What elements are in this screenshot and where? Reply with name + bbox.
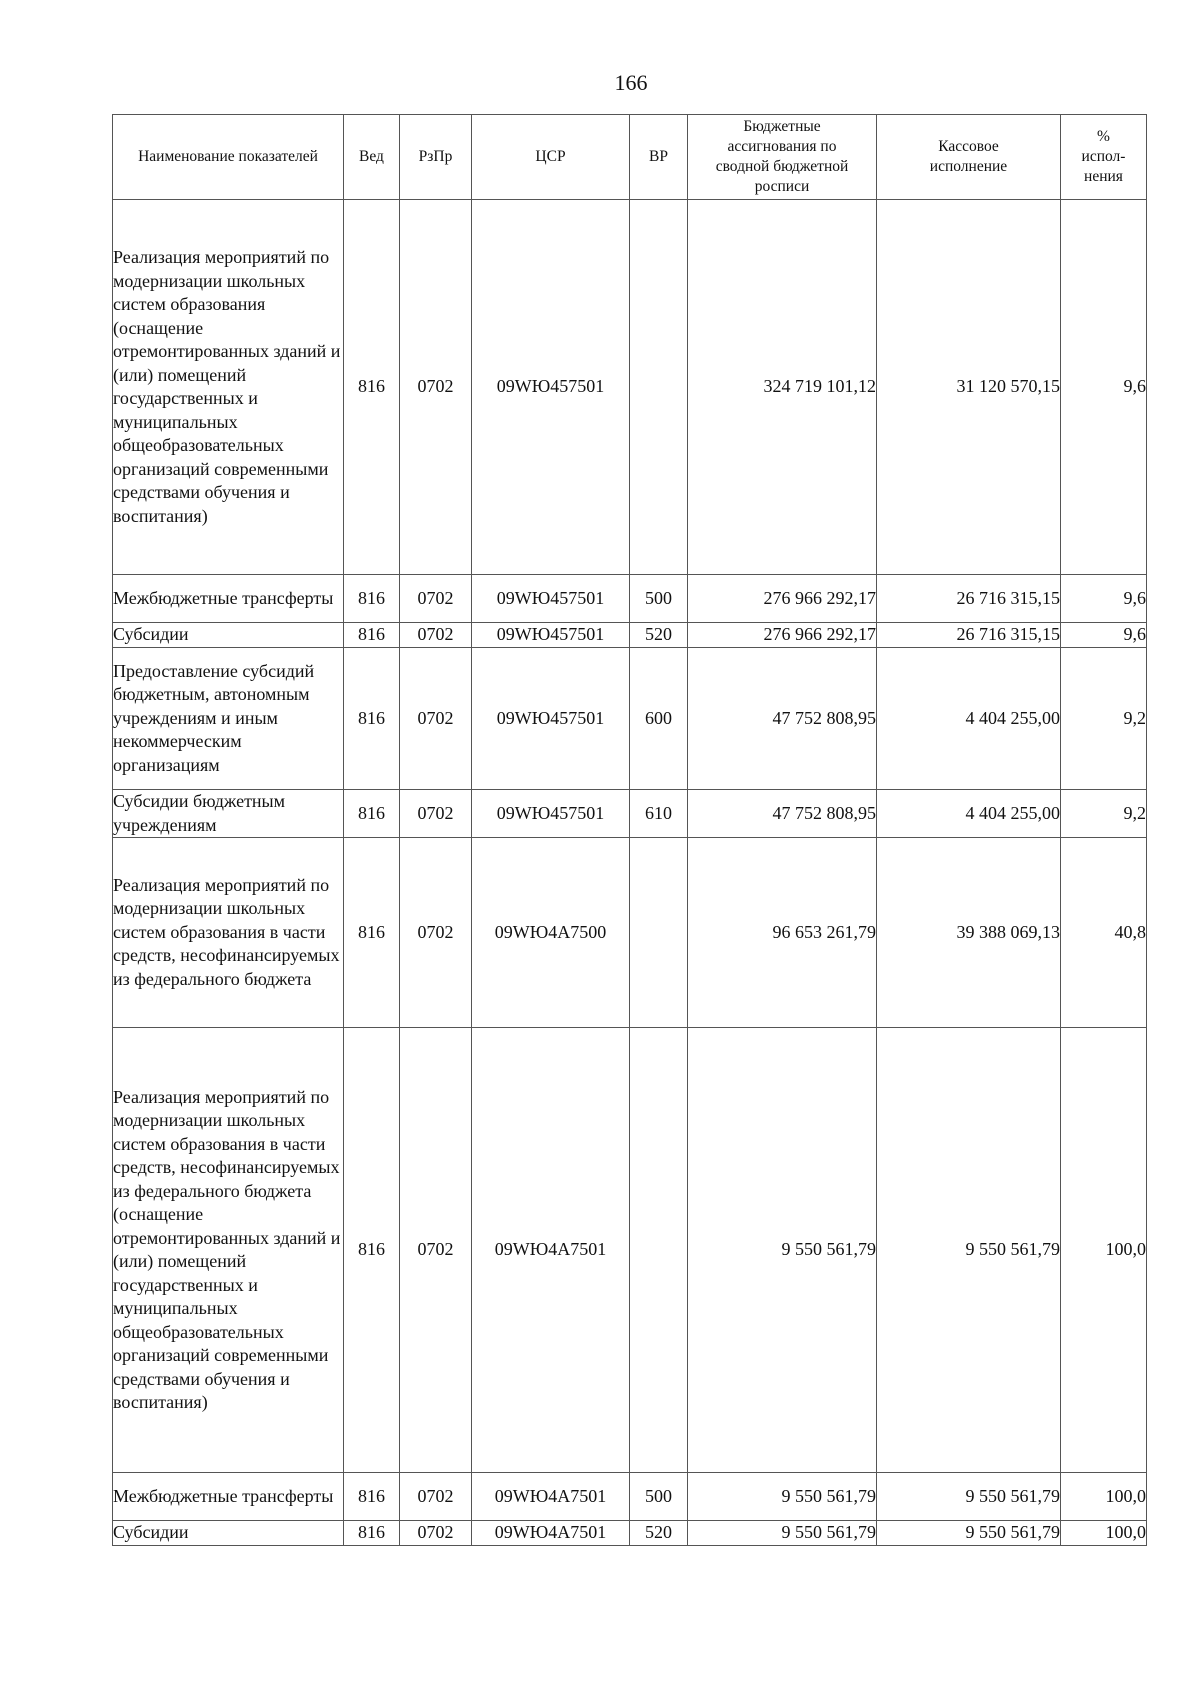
row-name: Субсидии bbox=[113, 1521, 344, 1546]
row-percent: 9,6 bbox=[1061, 200, 1147, 575]
row-ved: 816 bbox=[344, 1521, 400, 1546]
table-row bbox=[113, 1521, 1147, 1546]
row-name: Межбюджетные трансферты bbox=[113, 1473, 344, 1521]
column-header-name: Наименование показателей bbox=[113, 115, 344, 200]
row-percent: 100,0 bbox=[1061, 1521, 1147, 1546]
column-header-rzpr: РзПр bbox=[400, 115, 472, 200]
row-csr: 09WЮ4А7500 bbox=[472, 838, 630, 1028]
column-header-csr: ЦСР bbox=[472, 115, 630, 200]
row-budget: 9 550 561,79 bbox=[688, 1028, 877, 1473]
row-rzpr: 0702 bbox=[400, 1521, 472, 1546]
row-ved: 816 bbox=[344, 200, 400, 575]
row-percent: 9,6 bbox=[1061, 623, 1147, 648]
page-number: 166 bbox=[614, 70, 648, 95]
row-csr: 09WЮ457501 bbox=[472, 575, 630, 623]
table-row bbox=[113, 838, 1147, 1028]
row-vr bbox=[630, 1028, 688, 1473]
row-rzpr: 0702 bbox=[400, 575, 472, 623]
row-ved: 816 bbox=[344, 790, 400, 838]
row-name: Реализация мероприятий по модернизации школьных систем образования в части средств, несофинансируемых из федерального бюджета (оснащение отремонтированных зданий и (или) помещений государственных и муниципальных общеобразовательных организаций современными средствами обучения и воспитания) bbox=[113, 1028, 344, 1473]
row-vr: 610 bbox=[630, 790, 688, 838]
row-csr: 09WЮ457501 bbox=[472, 200, 630, 575]
row-ved: 816 bbox=[344, 1473, 400, 1521]
table-row bbox=[113, 1028, 1147, 1473]
row-percent: 100,0 bbox=[1061, 1473, 1147, 1521]
table-row bbox=[113, 623, 1147, 648]
row-csr: 09WЮ457501 bbox=[472, 790, 630, 838]
row-budget: 276 966 292,17 bbox=[688, 623, 877, 648]
row-vr: 520 bbox=[630, 623, 688, 648]
row-name: Предоставление субсидий бюджетным, автономным учреждениям и иным некоммерческим организациям bbox=[113, 648, 344, 790]
row-budget: 276 966 292,17 bbox=[688, 575, 877, 623]
row-percent: 9,2 bbox=[1061, 648, 1147, 790]
row-budget: 9 550 561,79 bbox=[688, 1473, 877, 1521]
row-rzpr: 0702 bbox=[400, 838, 472, 1028]
table-row bbox=[113, 790, 1147, 838]
row-vr bbox=[630, 838, 688, 1028]
row-csr: 09WЮ457501 bbox=[472, 623, 630, 648]
column-header-percent: % испол-нения bbox=[1061, 115, 1147, 200]
row-vr bbox=[630, 200, 688, 575]
row-percent: 9,6 bbox=[1061, 575, 1147, 623]
table-header-row bbox=[113, 115, 1147, 200]
column-header-budget: Бюджетные ассигнования по сводной бюджетной росписи bbox=[688, 115, 877, 200]
column-header-cash: Кассовое исполнение bbox=[877, 115, 1061, 200]
row-rzpr: 0702 bbox=[400, 648, 472, 790]
row-rzpr: 0702 bbox=[400, 1473, 472, 1521]
row-cash: 4 404 255,00 bbox=[877, 790, 1061, 838]
row-csr: 09WЮ4А7501 bbox=[472, 1473, 630, 1521]
row-cash: 9 550 561,79 bbox=[877, 1028, 1061, 1473]
row-cash: 31 120 570,15 bbox=[877, 200, 1061, 575]
row-vr: 520 bbox=[630, 1521, 688, 1546]
column-header-vr: ВР bbox=[630, 115, 688, 200]
row-rzpr: 0702 bbox=[400, 200, 472, 575]
row-vr: 500 bbox=[630, 575, 688, 623]
row-name: Межбюджетные трансферты bbox=[113, 575, 344, 623]
table-row bbox=[113, 648, 1147, 790]
row-rzpr: 0702 bbox=[400, 1028, 472, 1473]
row-cash: 4 404 255,00 bbox=[877, 648, 1061, 790]
row-csr: 09WЮ4А7501 bbox=[472, 1028, 630, 1473]
table-row bbox=[113, 575, 1147, 623]
row-cash: 39 388 069,13 bbox=[877, 838, 1061, 1028]
row-percent: 40,8 bbox=[1061, 838, 1147, 1028]
row-rzpr: 0702 bbox=[400, 623, 472, 648]
row-percent: 100,0 bbox=[1061, 1028, 1147, 1473]
row-vr: 500 bbox=[630, 1473, 688, 1521]
row-budget: 47 752 808,95 bbox=[688, 790, 877, 838]
row-budget: 324 719 101,12 bbox=[688, 200, 877, 575]
row-budget: 9 550 561,79 bbox=[688, 1521, 877, 1546]
row-cash: 9 550 561,79 bbox=[877, 1521, 1061, 1546]
row-budget: 96 653 261,79 bbox=[688, 838, 877, 1028]
column-header-ved: Вед bbox=[344, 115, 400, 200]
row-csr: 09WЮ457501 bbox=[472, 648, 630, 790]
table-row bbox=[113, 200, 1147, 575]
row-name: Субсидии bbox=[113, 623, 344, 648]
row-vr: 600 bbox=[630, 648, 688, 790]
row-csr: 09WЮ4А7501 bbox=[472, 1521, 630, 1546]
row-budget: 47 752 808,95 bbox=[688, 648, 877, 790]
row-ved: 816 bbox=[344, 623, 400, 648]
row-name: Субсидии бюджетным учреждениям bbox=[113, 790, 344, 838]
budget-table bbox=[112, 114, 1147, 1546]
row-ved: 816 bbox=[344, 575, 400, 623]
row-ved: 816 bbox=[344, 838, 400, 1028]
row-name: Реализация мероприятий по модернизации школьных систем образования в части средств, несофинансируемых из федерального бюджета bbox=[113, 838, 344, 1028]
row-cash: 26 716 315,15 bbox=[877, 575, 1061, 623]
row-ved: 816 bbox=[344, 648, 400, 790]
row-rzpr: 0702 bbox=[400, 790, 472, 838]
row-cash: 9 550 561,79 bbox=[877, 1473, 1061, 1521]
row-ved: 816 bbox=[344, 1028, 400, 1473]
row-percent: 9,2 bbox=[1061, 790, 1147, 838]
row-cash: 26 716 315,15 bbox=[877, 623, 1061, 648]
table-row bbox=[113, 1473, 1147, 1521]
row-name: Реализация мероприятий по модернизации школьных систем образования (оснащение отремонтированных зданий и (или) помещений государственных и муниципальных общеобразовательных организаций современными средствами обучения и воспитания) bbox=[113, 200, 344, 575]
